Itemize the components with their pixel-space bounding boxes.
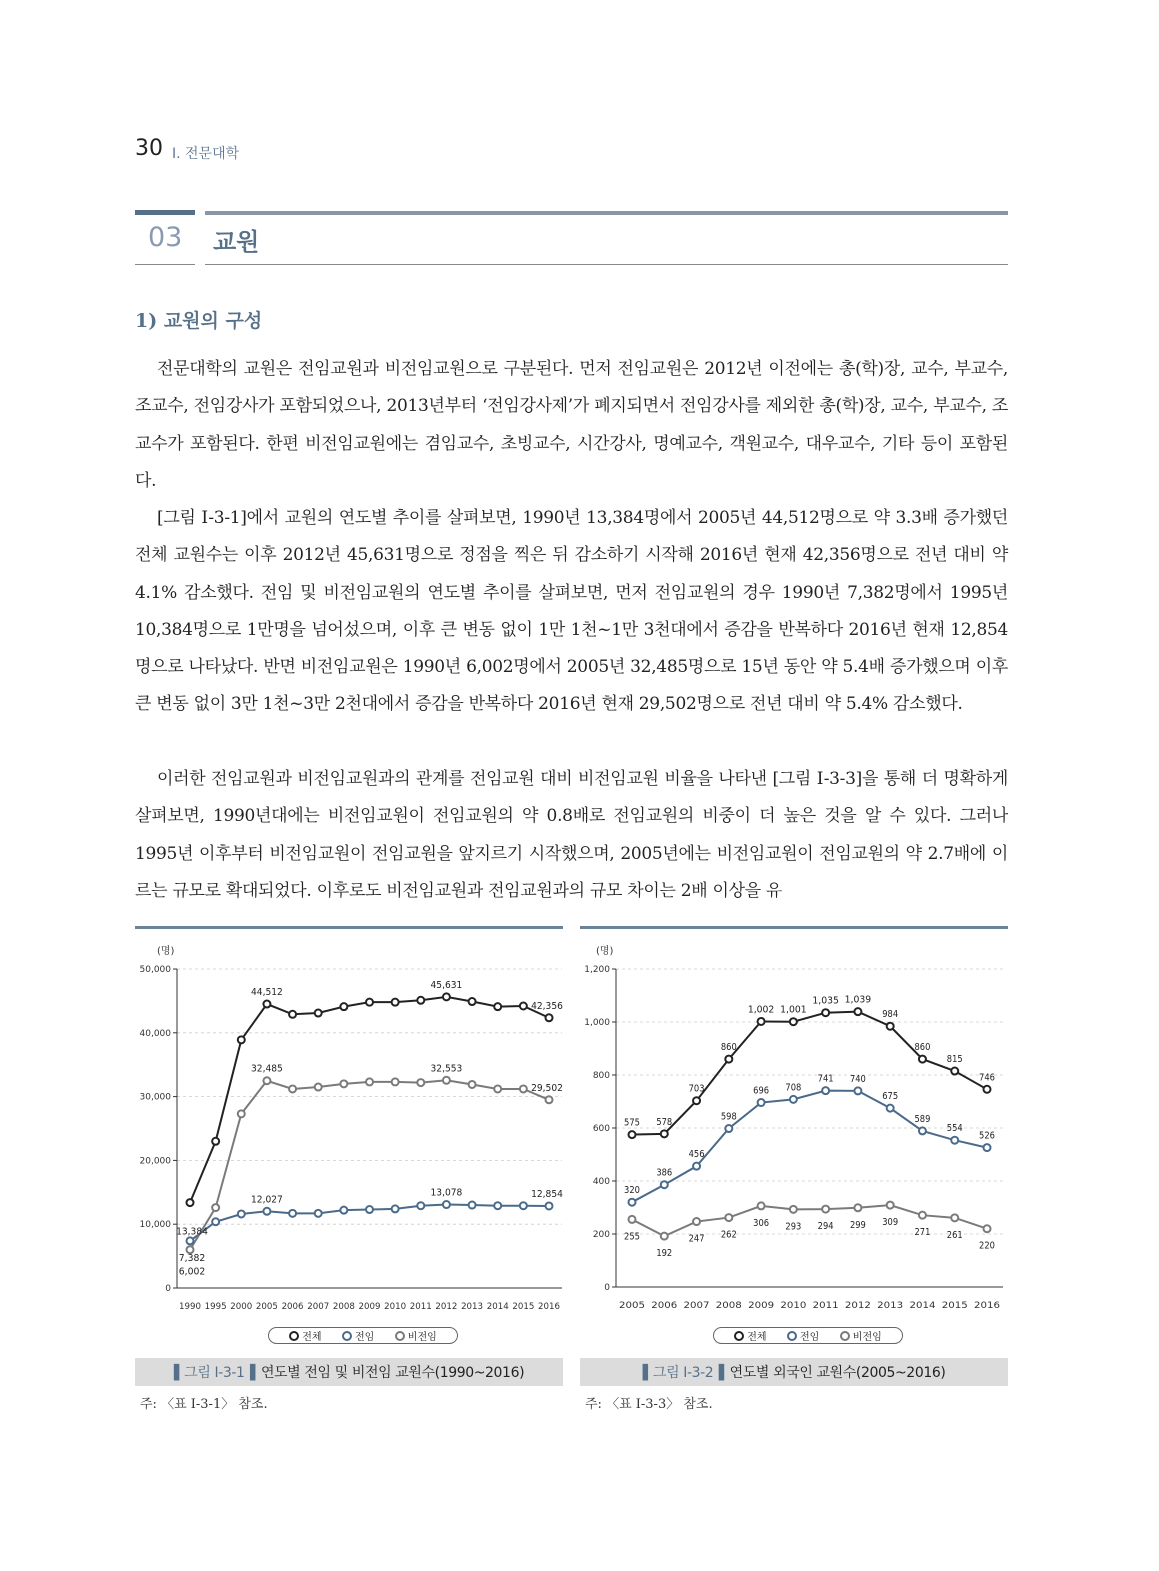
x-tick-label: 2012 — [844, 1301, 871, 1311]
x-tick-label: 2008 — [332, 1302, 356, 1312]
x-tick-label: 2005 — [255, 1302, 278, 1312]
x-tick-label: 2012 — [435, 1302, 458, 1312]
data-point — [187, 1246, 194, 1253]
data-point — [289, 1210, 296, 1217]
data-label: 261 — [946, 1229, 963, 1241]
section-number: 03 — [148, 222, 183, 253]
data-point — [546, 1202, 553, 1209]
data-point — [263, 1077, 270, 1084]
y-unit-label: (명) — [157, 946, 175, 957]
data-point — [340, 1080, 347, 1087]
data-point — [443, 1077, 450, 1084]
x-tick-label: 2005 — [619, 1301, 645, 1311]
data-point — [629, 1216, 636, 1223]
data-point — [315, 1084, 322, 1091]
legend-item-parttime: 비전임 — [840, 1328, 882, 1343]
data-point — [469, 998, 476, 1005]
figure-note: 주: 〈표 Ⅰ-3-3〉 참조. — [585, 1397, 713, 1412]
data-point — [693, 1218, 700, 1225]
data-point — [790, 1096, 797, 1103]
y-tick-label: 40,000 — [139, 1028, 171, 1039]
x-tick-label: 2013 — [877, 1301, 904, 1311]
x-tick-label: 2015 — [941, 1301, 968, 1311]
data-label: 262 — [720, 1229, 737, 1241]
y-unit-label: (명) — [596, 946, 614, 957]
data-label: 29,502 — [531, 1082, 563, 1094]
data-label: 7,382 — [178, 1252, 206, 1264]
data-label: 860 — [914, 1042, 931, 1054]
data-label: 12,027 — [251, 1194, 283, 1206]
legend-item-fulltime: 전임 — [787, 1328, 819, 1343]
data-point — [263, 1208, 270, 1215]
x-tick-label: 1995 — [204, 1302, 227, 1312]
data-point — [469, 1081, 476, 1088]
data-label: 696 — [753, 1085, 770, 1097]
data-point — [366, 1206, 373, 1213]
data-point — [263, 1001, 270, 1008]
section-bar-right — [205, 211, 1008, 215]
data-label: 306 — [753, 1217, 770, 1229]
figure-number: ▌그림 Ⅰ-3-2▐ — [642, 1365, 724, 1381]
data-point — [984, 1225, 991, 1232]
x-tick-label: 2011 — [409, 1302, 432, 1312]
data-label: 984 — [882, 1009, 899, 1021]
circle-marker-icon — [787, 1331, 797, 1341]
data-point — [238, 1210, 245, 1217]
paragraph: [그림 Ⅰ-3-1]에서 교원의 연도별 추이를 살펴보면, 1990년 13,384명에서 2005년 44,512명으로 약 3.3배 증가했던 전체 교원수는 이후 2012년 45,631명으로 정점을 찍은 뒤 감소하기 시작해 2016년 현재 42,356명으로 전년 대비 약 4.1% 감소했다. 전임 및 비전임교원의 연도별 추이를 살펴보면, 먼저 전임교원의 경우 1990년 7,382명에서 1995년 10,384명으로 1만명을 넘어섰으며, 이후 큰 변동 없이 1만 1천~1만 3천대에서 증감을 반복하다 2016년 현재 12,854명으로 나타났다. 반면 비전임교원은 1990년 6,002명에서 2005년 32,485명으로 15년 동안 약 5.4배 증가했으며 이후 큰 변동 없이 3만 1천~3만 2천대에서 증감을 반복하다 2016년 현재 29,502명으로 전년 대비 약 5.4% 감소했다. — [135, 508, 1008, 715]
x-tick-label: 2015 — [512, 1302, 535, 1312]
data-label: 456 — [688, 1149, 705, 1161]
y-tick-label: 20,000 — [139, 1156, 171, 1167]
data-point — [494, 1085, 501, 1092]
legend-item-total: 전체 — [289, 1328, 321, 1343]
data-point — [392, 1205, 399, 1212]
x-tick-label: 2009 — [748, 1301, 775, 1311]
x-tick-label: 2016 — [974, 1301, 1001, 1311]
figure-caption — [580, 1358, 1008, 1386]
x-tick-label: 2014 — [486, 1302, 509, 1312]
data-label: 589 — [914, 1113, 931, 1125]
figure-number: ▌그림 Ⅰ-3-1▐ — [173, 1365, 255, 1381]
data-point — [187, 1237, 194, 1244]
y-tick-label: 200 — [592, 1230, 610, 1240]
data-point — [919, 1212, 926, 1219]
x-tick-label: 2009 — [358, 1302, 381, 1312]
data-point — [494, 1003, 501, 1010]
y-tick-label: 0 — [604, 1283, 610, 1293]
data-label: 386 — [656, 1167, 673, 1179]
data-point — [340, 1003, 347, 1010]
circle-marker-icon — [342, 1331, 352, 1341]
foreign-faculty-chart — [580, 928, 1010, 1320]
data-label: 44,512 — [251, 987, 283, 999]
legend-item-total: 전체 — [734, 1328, 766, 1343]
data-point — [417, 1202, 424, 1209]
data-point — [951, 1137, 958, 1144]
circle-marker-icon — [734, 1331, 744, 1341]
data-point — [725, 1214, 732, 1221]
y-tick-label: 50,000 — [139, 965, 171, 975]
data-point — [443, 993, 450, 1000]
data-label: 271 — [914, 1227, 931, 1239]
data-label: 1,002 — [747, 1004, 775, 1016]
data-point — [340, 1207, 347, 1214]
data-label: 815 — [946, 1054, 963, 1066]
section-bar-left — [135, 210, 195, 215]
y-tick-label: 600 — [592, 1124, 610, 1134]
data-point — [546, 1014, 553, 1021]
data-label: 255 — [624, 1231, 640, 1243]
data-label: 320 — [624, 1185, 640, 1197]
data-point — [417, 997, 424, 1004]
circle-marker-icon — [395, 1331, 405, 1341]
data-point — [417, 1079, 424, 1086]
x-tick-label: 2008 — [715, 1301, 743, 1311]
data-point — [443, 1201, 450, 1208]
data-point — [661, 1233, 668, 1240]
data-point — [822, 1009, 829, 1016]
y-tick-label: 800 — [592, 1071, 610, 1081]
data-point — [758, 1202, 765, 1209]
data-label: 13,384 — [176, 1226, 208, 1238]
x-tick-label: 2006 — [651, 1301, 678, 1311]
data-point — [887, 1105, 894, 1112]
data-point — [951, 1214, 958, 1221]
data-point — [758, 1018, 765, 1025]
x-tick-label: 2016 — [538, 1302, 561, 1312]
data-point — [629, 1131, 636, 1138]
data-point — [661, 1130, 668, 1137]
data-label: 1,039 — [844, 994, 872, 1006]
x-tick-label: 2010 — [780, 1301, 807, 1311]
data-point — [520, 1085, 527, 1092]
data-label: 740 — [849, 1073, 866, 1085]
data-label: 703 — [688, 1083, 705, 1095]
data-point — [693, 1163, 700, 1170]
x-tick-label: 2013 — [461, 1302, 484, 1312]
y-tick-label: 30,000 — [139, 1092, 171, 1103]
data-label: 309 — [882, 1217, 899, 1229]
data-label: 220 — [979, 1240, 995, 1252]
data-point — [520, 1003, 527, 1010]
chart-legend — [268, 1327, 458, 1344]
data-label: 554 — [946, 1123, 963, 1135]
data-label: 247 — [688, 1233, 705, 1245]
series-line-0 — [632, 1012, 987, 1135]
x-tick-label: 2014 — [909, 1301, 936, 1311]
page-number: 30 — [135, 136, 163, 161]
section-divider-left — [135, 264, 195, 265]
data-point — [790, 1206, 797, 1213]
data-label: 12,854 — [531, 1188, 563, 1200]
data-label: 1,001 — [780, 1004, 807, 1016]
data-point — [693, 1097, 700, 1104]
x-tick-label: 2010 — [384, 1302, 407, 1312]
x-tick-label: 2007 — [683, 1301, 710, 1311]
figure-title: 연도별 전임 및 비전임 교원수(1990~2016) — [260, 1365, 525, 1381]
data-point — [822, 1206, 829, 1213]
chart-legend — [713, 1327, 903, 1344]
y-tick-label: 400 — [592, 1177, 610, 1187]
circle-marker-icon — [840, 1331, 850, 1341]
data-point — [661, 1181, 668, 1188]
data-label: 6,002 — [178, 1266, 206, 1278]
data-point — [919, 1127, 926, 1134]
data-point — [984, 1144, 991, 1151]
data-point — [854, 1008, 861, 1015]
data-point — [520, 1202, 527, 1209]
data-label: 32,485 — [251, 1063, 283, 1075]
data-label: 293 — [785, 1221, 802, 1233]
chapter-title: Ⅰ. 전문대학 — [172, 146, 240, 162]
data-point — [469, 1202, 476, 1209]
chart-svg — [135, 928, 565, 1320]
series-line-0 — [190, 997, 549, 1206]
y-tick-label: 1,000 — [584, 1018, 610, 1028]
data-label: 299 — [849, 1219, 866, 1231]
data-label: 45,631 — [430, 979, 463, 991]
figure-note: 주: 〈표 Ⅰ-3-1〉 참조. — [140, 1397, 268, 1412]
data-point — [315, 1010, 322, 1017]
data-point — [790, 1018, 797, 1025]
data-point — [238, 1036, 245, 1043]
data-label: 294 — [817, 1221, 834, 1233]
figure-title: 연도별 외국인 교원수(2005~2016) — [729, 1365, 946, 1381]
data-label: 578 — [656, 1116, 673, 1128]
data-point — [289, 1085, 296, 1092]
data-label: 526 — [979, 1130, 995, 1142]
data-label: 746 — [979, 1072, 995, 1084]
data-point — [629, 1199, 636, 1206]
data-point — [392, 1078, 399, 1085]
data-point — [315, 1210, 322, 1217]
data-label: 860 — [720, 1042, 737, 1054]
data-point — [725, 1125, 732, 1132]
x-tick-label: 2006 — [281, 1302, 304, 1312]
legend-item-parttime: 비전임 — [395, 1328, 437, 1343]
figure-caption — [135, 1358, 563, 1386]
data-label: 741 — [817, 1073, 834, 1085]
data-label: 42,356 — [531, 1000, 563, 1012]
data-point — [951, 1068, 958, 1075]
data-label: 32,553 — [430, 1063, 463, 1075]
data-label: 598 — [720, 1111, 737, 1123]
data-label: 575 — [624, 1117, 640, 1129]
y-tick-label: 0 — [165, 1284, 171, 1294]
data-point — [822, 1087, 829, 1094]
data-label: 192 — [656, 1248, 673, 1260]
data-point — [366, 1078, 373, 1085]
data-point — [289, 1011, 296, 1018]
series-line-1 — [632, 1091, 987, 1203]
data-label: 675 — [882, 1091, 899, 1103]
paragraph: 이러한 전임교원과 비전임교원과의 관계를 전임교원 대비 비전임교원 비율을 나타낸 [그림 Ⅰ-3-3]을 통해 더 명확하게 살펴보면, 1990년대에는 비전임교원이 전임교원의 약 0.8배로 전임교원의 비중이 더 높은 것을 알 수 있다. 그러나 1995년 이후부터 비전임교원이 전임교원을 앞지르기 시작했으며, 2005년에는 비전임교원이 전임교원의 약 2.7배에 이르는 규모로 확대되었다. 이후로도 비전임교원과 전임교원과의 규모 차이는 2배 이상을 유 — [135, 769, 1008, 901]
circle-marker-icon — [289, 1331, 299, 1341]
data-point — [366, 999, 373, 1006]
faculty-count-chart — [135, 928, 565, 1320]
data-point — [212, 1138, 219, 1145]
data-point — [887, 1202, 894, 1209]
data-point — [758, 1099, 765, 1106]
data-label: 1,035 — [812, 995, 839, 1007]
data-point — [854, 1204, 861, 1211]
x-tick-label: 2007 — [307, 1302, 330, 1312]
data-point — [854, 1087, 861, 1094]
data-point — [392, 999, 399, 1006]
data-point — [212, 1218, 219, 1225]
data-point — [238, 1110, 245, 1117]
data-point — [546, 1096, 553, 1103]
subheading: 1) 교원의 구성 — [135, 310, 263, 332]
data-point — [984, 1086, 991, 1093]
section-divider-right — [205, 264, 1008, 265]
y-tick-label: 1,200 — [584, 965, 610, 975]
data-point — [212, 1204, 219, 1211]
data-point — [725, 1056, 732, 1063]
x-tick-label: 1990 — [179, 1302, 202, 1312]
data-point — [919, 1056, 926, 1063]
paragraph: 전문대학의 교원은 전임교원과 비전임교원으로 구분된다. 먼저 전임교원은 2012년 이전에는 총(학)장, 교수, 부교수, 조교수, 전임강사가 포함되었으나, 2013년부터 ‘전임강사제’가 폐지되면서 전임강사를 제외한 총(학)장, 교수, 부교수, 조교수가 포함된다. 한편 비전임교원에는 겸임교수, 초빙교수, 시간강사, 명예교수, 객원교수, 대우교수, 기타 등이 포함된다. — [135, 359, 1008, 491]
data-point — [887, 1023, 894, 1030]
section-title: 교원 — [213, 228, 260, 256]
data-point — [187, 1199, 194, 1206]
x-tick-label: 2000 — [230, 1302, 253, 1312]
legend-item-fulltime: 전임 — [342, 1328, 374, 1343]
data-label: 13,078 — [430, 1187, 463, 1199]
y-tick-label: 10,000 — [139, 1220, 171, 1231]
chart-svg — [580, 928, 1010, 1320]
data-label: 708 — [785, 1082, 802, 1094]
x-tick-label: 2011 — [812, 1301, 839, 1311]
data-point — [494, 1202, 501, 1209]
